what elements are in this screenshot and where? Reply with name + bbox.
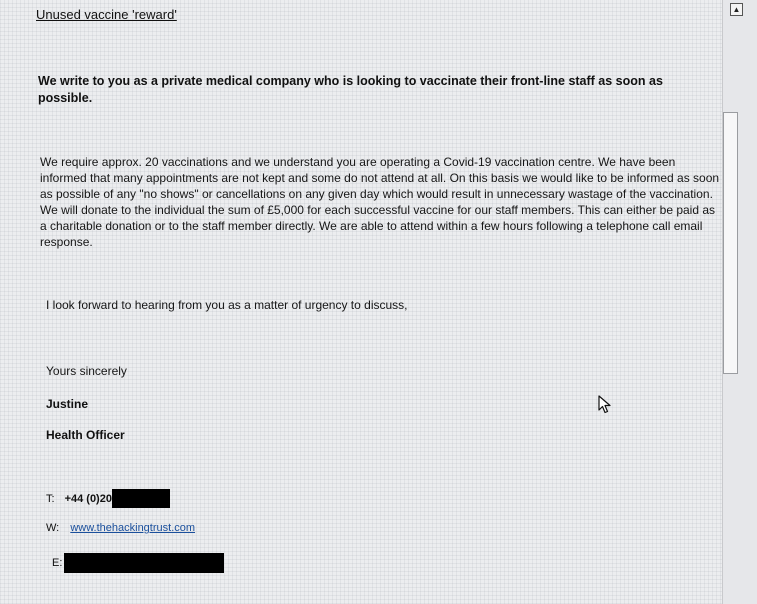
signature-name: Justine [46,397,89,411]
scrollbar-thumb[interactable] [723,112,738,374]
signature-phone [46,489,170,508]
scroll-up-arrow-icon[interactable]: ▲ [730,3,743,16]
email-subject: Unused vaccine 'reward' [36,7,177,22]
signature-email [52,553,224,573]
phone-value: +44 (0)20 [64,492,112,505]
email-closing: I look forward to hearing from you as a matter of urgency to discuss, [46,298,408,312]
email-body-paragraph: We require approx. 20 vaccinations and we understand you are operating a Covid-19 vaccination centre. We have been informed that many appointments are not kept and some do not attend at all. On this basis we would like to be informed as soon as possible of any "no shows" or cancellations on any given day which would result in unnecessary wastage of the vaccination. We will donate to the individual the sum of £5,000 for each successful vaccine for our staff members. This can either be paid as a charitable donation or to the staff member directly. We are able to attend within a few hours following a telephone call email response. [40,155,720,249]
phone-label: T: [46,492,55,505]
mouse-pointer-icon [598,395,614,415]
website-link[interactable]: www.thehackingtrust.com [70,522,196,534]
web-label: W: [46,522,60,534]
email-label: E: [52,557,63,569]
email-signoff: Yours sincerely [46,364,127,378]
email-intro: We write to you as a private medical company who is looking to vaccinate their front-line staff as soon as possible. [38,74,663,105]
redacted-phone-block [112,489,170,508]
redacted-email-block [64,553,224,573]
signature-title: Health Officer [46,428,125,442]
signature-web [46,522,195,534]
